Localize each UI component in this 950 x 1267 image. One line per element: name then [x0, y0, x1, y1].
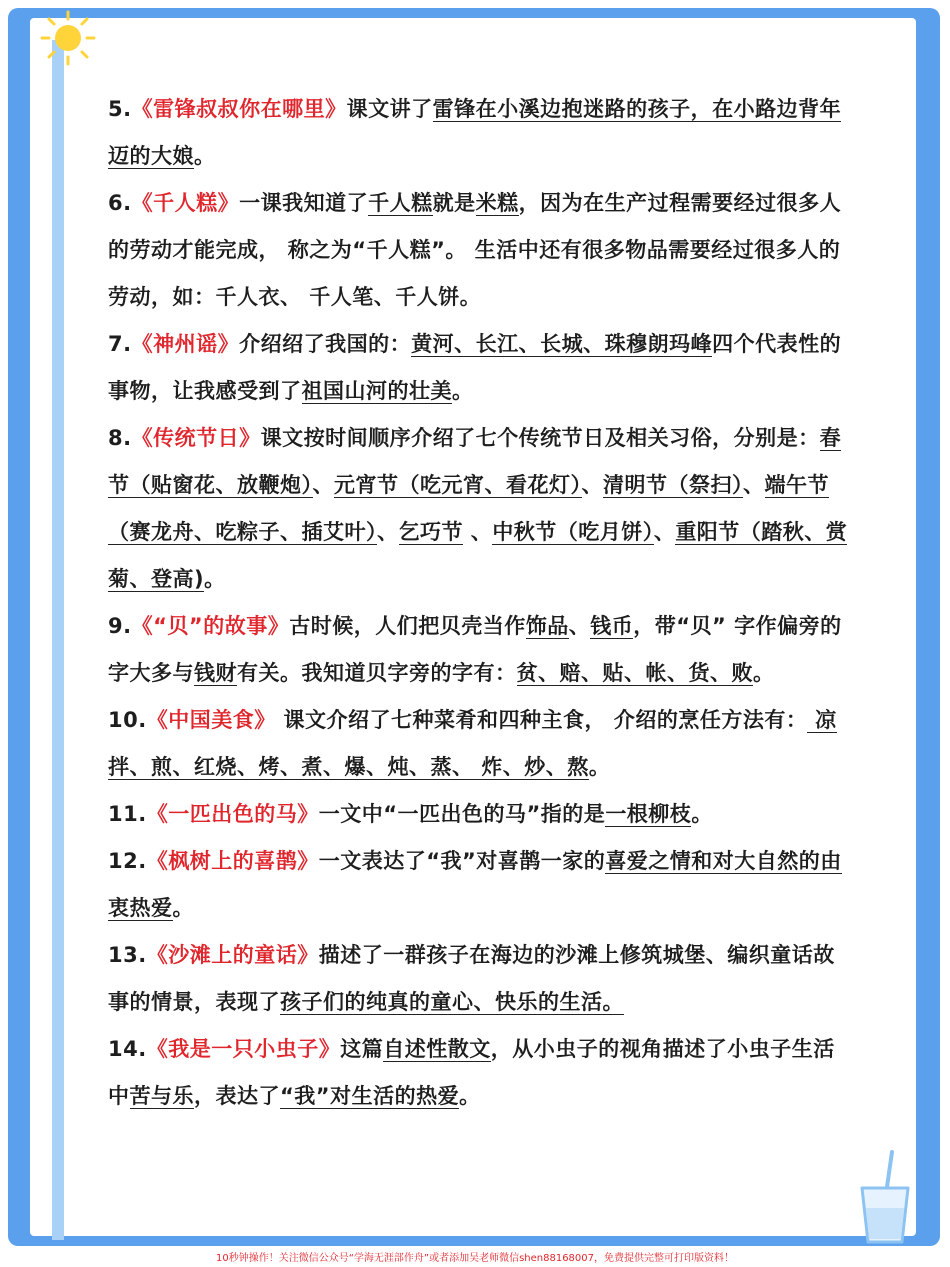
underlined-key-text: 端午节（赛龙舟、吃粽子、插艾叶）	[108, 473, 829, 544]
underlined-key-text: 孩子们的纯真的童心、快乐的生活。	[280, 990, 624, 1014]
body-text: 古时候，人们把贝壳当作	[289, 614, 526, 638]
drink-cup-icon	[852, 1142, 918, 1248]
body-text: 一课我知道了	[239, 191, 369, 215]
body-text: 课文介绍了七种菜肴和四种主食， 介绍的烹任方法有：	[275, 708, 808, 732]
side-stripe	[52, 40, 64, 1240]
lesson-item	[108, 1026, 848, 1120]
body-text: 一文中“一匹出色的马”指的是	[318, 802, 606, 826]
underlined-key-text: 中秋节（吃月饼）	[492, 520, 654, 544]
lesson-item	[108, 697, 848, 791]
underlined-key-text: 雷锋在小溪边抱迷路的孩子，在小路边背年迈的大娘	[108, 97, 842, 168]
item-number: 9.	[108, 614, 132, 638]
underlined-key-text: 贫、赔、贴、帐、货、败	[516, 661, 753, 685]
underlined-key-text: 自述性散文	[383, 1037, 491, 1061]
item-number: 11.	[108, 802, 147, 826]
item-number: 14.	[108, 1037, 147, 1061]
body-text: 。	[194, 144, 216, 168]
lesson-summary-list	[108, 86, 848, 1120]
body-text: 描述了一群孩子在海边的沙滩上修筑城堡、编织童话故事的情景，表现了	[108, 943, 835, 1014]
lesson-item	[108, 838, 848, 932]
body-text: 这篇	[340, 1037, 384, 1061]
underlined-key-text: 黄河、长江、长城、珠穆朗玛峰	[411, 332, 713, 356]
sun-icon	[40, 10, 96, 66]
body-text: 。	[204, 567, 226, 591]
lesson-title: 《一匹出色的马》	[146, 802, 319, 826]
lesson-title: 《神州谣》	[131, 332, 240, 356]
body-text: 一文表达了“我”对喜鹊一家的	[318, 849, 606, 873]
underlined-key-text: 春节（贴窗花、放鞭炮）	[108, 426, 842, 497]
lesson-title: 《“贝”的故事》	[131, 614, 290, 638]
body-text: 四个代表性的事物，让我感受到了	[108, 332, 842, 403]
item-number: 5.	[108, 97, 132, 121]
lesson-title: 《我是一只小虫子》	[146, 1037, 341, 1061]
lesson-item	[108, 791, 848, 838]
body-text: 。	[172, 896, 194, 920]
body-text: 。	[452, 379, 474, 403]
lesson-title: 《雷锋叔叔你在哪里》	[131, 97, 347, 121]
underlined-key-text: 饰品	[525, 614, 569, 638]
lesson-title: 《传统节日》	[131, 426, 261, 450]
item-number: 7.	[108, 332, 132, 356]
body-text: 课文讲了	[346, 97, 433, 121]
item-number: 8.	[108, 426, 132, 450]
body-text: 、	[653, 520, 676, 544]
body-text: 、	[463, 520, 493, 544]
lesson-item	[108, 603, 848, 697]
lesson-title: 《沙滩上的童话》	[146, 943, 319, 967]
lesson-item	[108, 86, 848, 180]
body-text: 。	[753, 661, 775, 685]
body-text: ，因为在生产过程需要经过很多人的劳动才能完成， 称之为“千人糕”。 生活中还有很多物品需要经过很多人的劳动，如：千人衣、 千人笔、千人饼。	[108, 191, 842, 309]
underlined-key-text: 元宵节（吃元宵、看花灯）	[334, 473, 582, 497]
body-text: ，表达了	[194, 1084, 280, 1108]
item-number: 6.	[108, 191, 132, 215]
underlined-key-text: 乞巧节	[398, 520, 463, 544]
lesson-title: 《枫树上的喜鹊》	[146, 849, 319, 873]
underlined-key-text: 一根柳枝	[605, 802, 692, 826]
body-text: 、	[312, 473, 334, 497]
body-text: 、	[743, 473, 765, 497]
item-number: 12.	[108, 849, 147, 873]
lesson-item	[108, 415, 848, 603]
body-text: 。	[459, 1084, 481, 1108]
underlined-key-text: 钱财	[194, 661, 237, 685]
lesson-item	[108, 180, 848, 321]
underlined-key-text: 喜爱之情和对大自然的由衷热爱	[108, 849, 842, 920]
underlined-key-text: 重阳节（踏秋、赏菊、登高)	[108, 520, 848, 591]
body-text: 就是	[432, 191, 476, 215]
underlined-key-text: 凉拌、煎、红烧、烤、煮、爆、炖、蒸、 炸、炒、熬	[108, 708, 837, 779]
underlined-key-text: 祖国山河的壮美	[301, 379, 452, 403]
body-text: 。	[588, 755, 611, 779]
underlined-key-text: 千人糕	[368, 191, 433, 215]
item-number: 13.	[108, 943, 147, 967]
body-text: 、	[568, 614, 591, 638]
lesson-title: 《中国美食》	[146, 708, 276, 732]
body-text: ，带“贝” 字作偏旁的字大多与	[108, 614, 842, 685]
body-text: 课文按时间顺序介绍了七个传统节日及相关习俗，分别是：	[260, 426, 820, 450]
lesson-item	[108, 932, 848, 1026]
lesson-title: 《千人糕》	[131, 191, 240, 215]
body-text: ，从小虫子的视角描述了小虫子生活中	[108, 1037, 835, 1108]
underlined-key-text: “我”对生活的热爱	[280, 1084, 460, 1108]
lesson-item	[108, 321, 848, 415]
underlined-key-text: 苦与乐	[129, 1084, 194, 1108]
body-text: 。	[691, 802, 713, 826]
body-text: 、	[581, 473, 603, 497]
item-number: 10.	[108, 708, 147, 732]
body-text: 介绍绍了我国的：	[239, 332, 412, 356]
body-text: 、	[377, 520, 399, 544]
underlined-key-text: 米糕	[475, 191, 519, 215]
underlined-key-text: 清明节（祭扫）	[603, 473, 743, 497]
footer-note: 10秒钟操作！关注微信公众号“学海无涯部作舟”或者添加吴老师微信shen88168007，免费提供完整可打印版资料！	[215, 1253, 735, 1264]
underlined-key-text: 钱币	[590, 614, 634, 638]
body-text: 有关。我知道贝字旁的字有：	[237, 661, 517, 685]
